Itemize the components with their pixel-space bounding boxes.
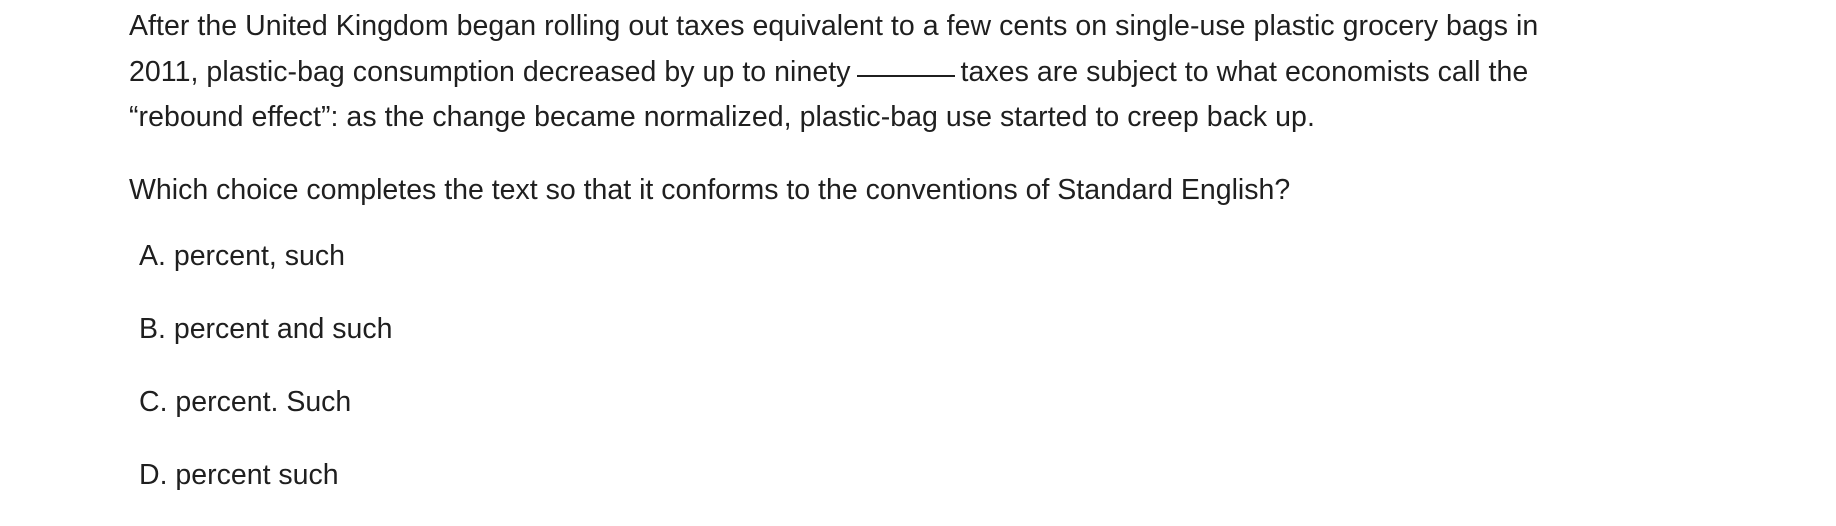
choice-c-text: percent. Such xyxy=(175,386,352,418)
choice-d-text: percent such xyxy=(175,459,339,491)
choice-b[interactable] xyxy=(139,307,393,380)
choice-a-letter: A. xyxy=(139,240,166,272)
answer-blank xyxy=(857,75,955,77)
passage-line-2-end: taxes are subject to what economists call the xyxy=(960,55,1529,88)
answer-choices xyxy=(139,234,393,526)
passage-line-1: After the United Kingdom began rolling out taxes equivalent to a few cents on single-use plastic grocery bags in xyxy=(129,10,1539,42)
choice-d-letter: D. xyxy=(139,459,168,491)
choice-c-letter: C. xyxy=(139,386,168,418)
choice-b-text: percent and such xyxy=(173,313,393,345)
choice-a[interactable] xyxy=(139,234,393,307)
choice-b-letter: B. xyxy=(139,313,166,345)
passage-line-2-start: 2011, plastic-bag consumption decreased by up to ninety xyxy=(129,55,851,88)
choice-d[interactable] xyxy=(139,453,393,526)
choice-a-text: percent, such xyxy=(173,240,345,272)
passage-line-2 xyxy=(129,50,1709,96)
choice-c[interactable] xyxy=(139,380,393,453)
question-prompt: Which choice completes the text so that it conforms to the conventions of Standard English? xyxy=(129,174,1291,206)
question-content xyxy=(129,0,1709,491)
passage-text xyxy=(129,0,1709,141)
passage-line-3: “rebound effect”: as the change became normalized, plastic-bag use started to creep back up. xyxy=(129,101,1315,133)
